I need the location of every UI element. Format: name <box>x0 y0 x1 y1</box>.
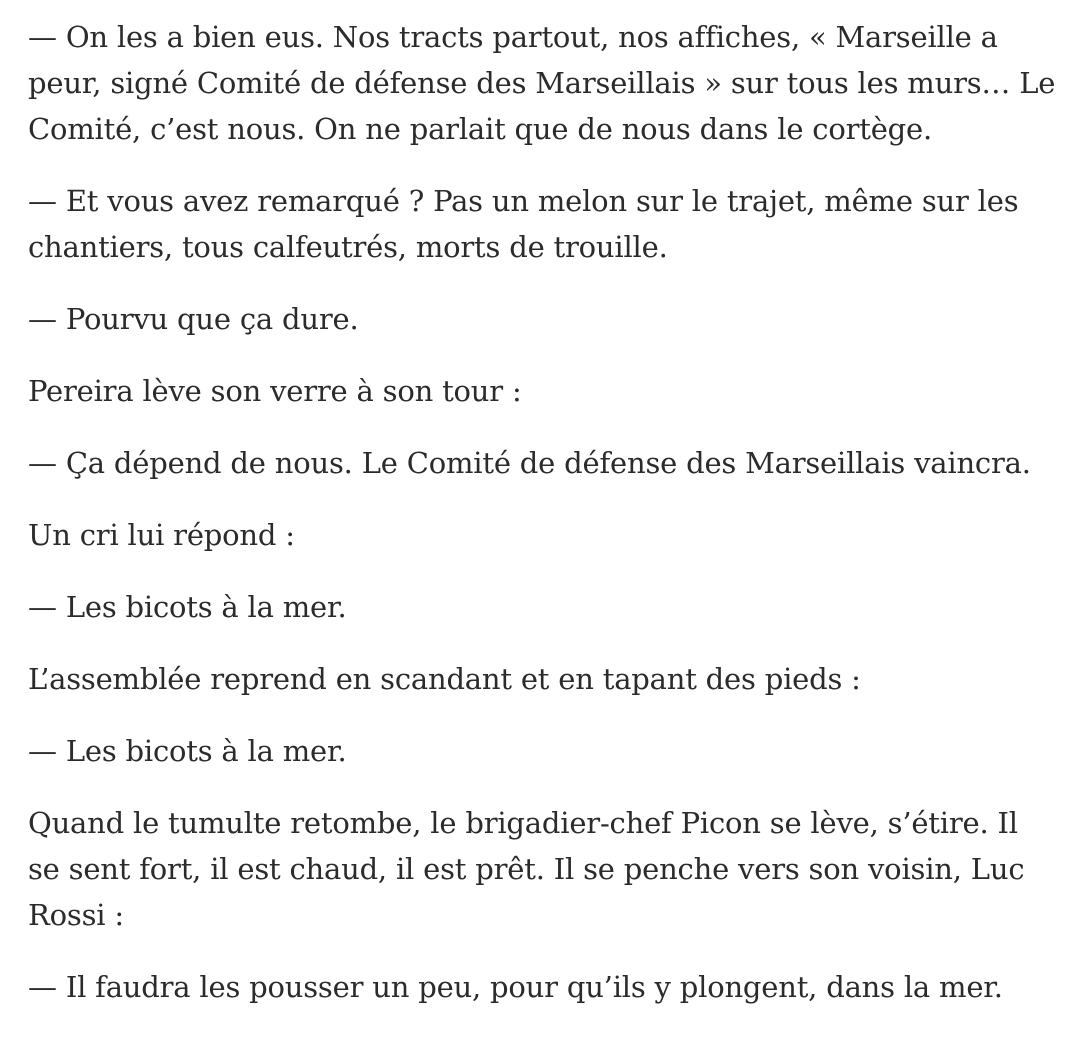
paragraph-dialogue-1: — On les a bien eus. Nos tracts partout, nos affiches, « Marseille a peur, signé Comité de défense des Marseillais » sur tous les murs… Le Comité, c’est nous. On ne parlait que de nous dans le cortège. <box>28 20 1056 146</box>
paragraph-dialogue-2: — Et vous avez remarqué ? Pas un melon sur le trajet, même sur les chantiers, tous calfeutrés, morts de trouille. <box>28 184 1019 264</box>
paragraph-dialogue-5: — Les bicots à la mer. <box>28 590 347 624</box>
paragraph-narration-picon: Quand le tumulte retombe, le brigadier-chef Picon se lève, s’étire. Il se sent fort, il est chaud, il est prêt. Il se penche vers son voisin, Luc Rossi : <box>28 806 1025 932</box>
paragraph-dialogue-6: — Les bicots à la mer. <box>28 734 347 768</box>
paragraph-dialogue-3: — Pourvu que ça dure. <box>28 302 359 336</box>
paragraph-narration-assemblee: L’assemblée reprend en scandant et en tapant des pieds : <box>28 662 861 696</box>
paragraph-dialogue-7: — Il faudra les pousser un peu, pour qu’ils y plongent, dans la mer. <box>28 970 1003 1004</box>
paragraph-narration-pereira: Pereira lève son verre à son tour : <box>28 374 522 408</box>
paragraph-dialogue-4: — Ça dépend de nous. Le Comité de défense des Marseillais vaincra. <box>28 446 1031 480</box>
paragraph-narration-cri: Un cri lui répond : <box>28 518 295 552</box>
text-body <box>28 14 1058 1036</box>
